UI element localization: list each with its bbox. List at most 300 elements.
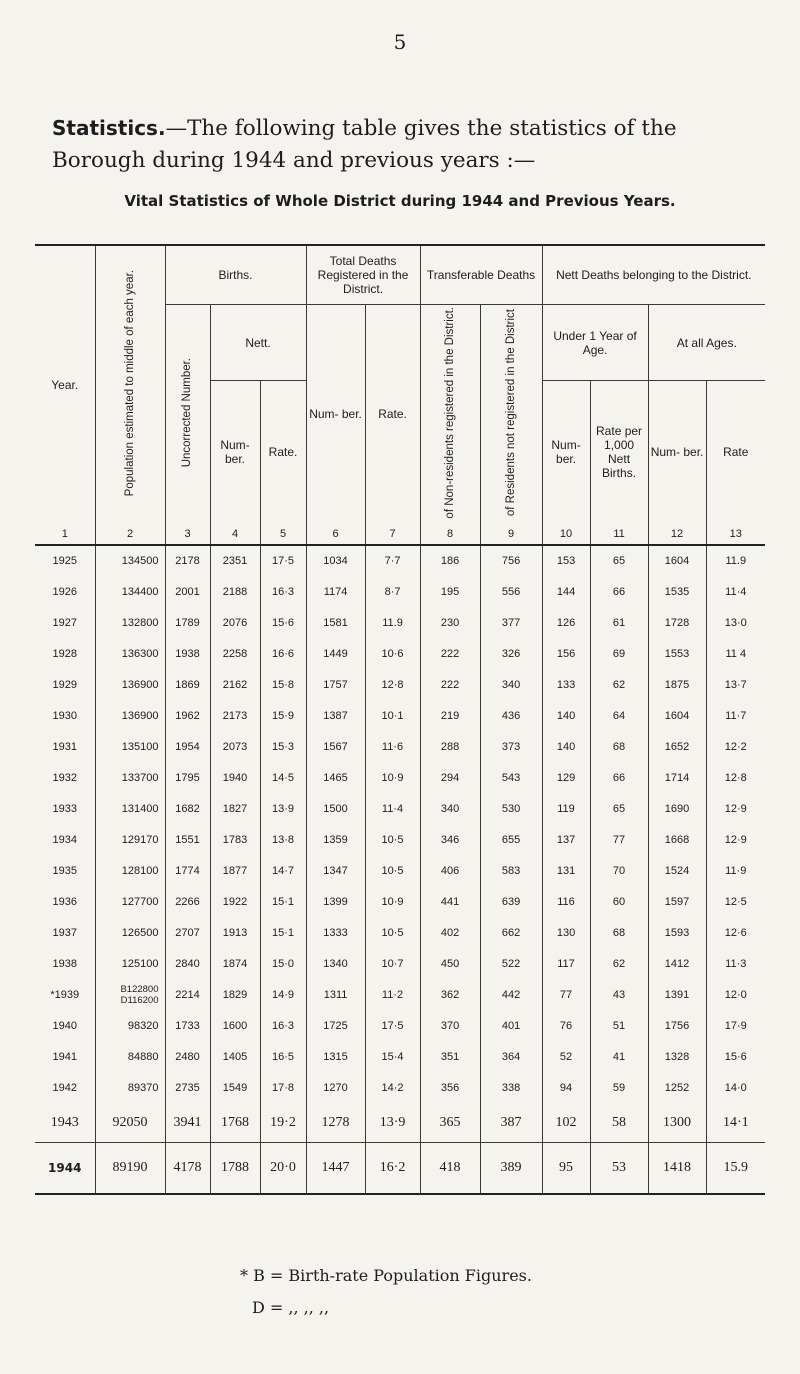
cell-nett-rate: 14·5: [260, 763, 306, 794]
header-non-residents-text: of Non-residents registered in the District.: [443, 307, 456, 519]
cell-residents-not: 655: [480, 825, 542, 856]
cell-under1-rate: 58: [590, 1104, 648, 1143]
cell-under1-rate: 59: [590, 1073, 648, 1104]
cell-non-residents: 450: [420, 949, 480, 980]
cell-uncorrected: 1962: [165, 701, 210, 732]
cell-under1-rate: 60: [590, 887, 648, 918]
cell-deaths-number: 1034: [306, 545, 365, 577]
cell-all-rate: 11·4: [706, 577, 765, 608]
cell-deaths-rate: 10·5: [365, 825, 420, 856]
cell-deaths-rate: 10·1: [365, 701, 420, 732]
cell-non-residents: 230: [420, 608, 480, 639]
cell-non-residents: 406: [420, 856, 480, 887]
cell-residents-not: 436: [480, 701, 542, 732]
vital-statistics-table: [35, 244, 765, 1195]
cell-nett-rate: 15·6: [260, 608, 306, 639]
cell-all-number: 1668: [648, 825, 706, 856]
cell-year: 1931: [35, 732, 95, 763]
cell-deaths-rate: 10·5: [365, 856, 420, 887]
cell-deaths-number: 1500: [306, 794, 365, 825]
cell-nett-rate: 15·1: [260, 918, 306, 949]
cell-all-number: 1524: [648, 856, 706, 887]
cell-under1-rate: 66: [590, 763, 648, 794]
cell-under1-number: 131: [542, 856, 590, 887]
table-row: [35, 763, 765, 794]
cell-all-number: 1875: [648, 670, 706, 701]
cell-all-number: 1391: [648, 980, 706, 1011]
cell-deaths-rate: 10·6: [365, 639, 420, 670]
cell-nett-rate: 14·7: [260, 856, 306, 887]
table-row: [35, 825, 765, 856]
cell-deaths-number: 1359: [306, 825, 365, 856]
cell-nett-number: 1827: [210, 794, 260, 825]
header-residents-not-text: of Residents not registered in the District: [504, 309, 517, 517]
cell-uncorrected: 1551: [165, 825, 210, 856]
cell-deaths-rate: 11·4: [365, 794, 420, 825]
cell-all-number: 1652: [648, 732, 706, 763]
table-row: [35, 918, 765, 949]
header-total-rate: Rate.: [365, 305, 420, 524]
col-number: 1: [35, 524, 95, 545]
cell-deaths-rate: 10·5: [365, 918, 420, 949]
cell-all-rate: 11·9: [706, 856, 765, 887]
cell-non-residents: 222: [420, 670, 480, 701]
cell-nett-number: 2073: [210, 732, 260, 763]
cell-nett-number: 1940: [210, 763, 260, 794]
cell-nett-rate: 19·2: [260, 1104, 306, 1143]
cell-under1-rate: 69: [590, 639, 648, 670]
cell-all-number: 1756: [648, 1011, 706, 1042]
cell-nett-number: 1768: [210, 1104, 260, 1143]
header-transferable: Transferable Deaths: [420, 245, 542, 305]
cell-nett-number: 2076: [210, 608, 260, 639]
cell-uncorrected: 2001: [165, 577, 210, 608]
cell-population: 134500: [95, 545, 165, 577]
header-total-number: Num- ber.: [306, 305, 365, 524]
cell-population: 136900: [95, 670, 165, 701]
cell-population: 127700: [95, 887, 165, 918]
cell-non-residents: 356: [420, 1073, 480, 1104]
cell-uncorrected: 3941: [165, 1104, 210, 1143]
cell-population-death: D116200: [120, 995, 159, 1007]
cell-all-rate: 11·3: [706, 949, 765, 980]
cell-all-number: 1714: [648, 763, 706, 794]
cell-population: 133700: [95, 763, 165, 794]
cell-deaths-number: 1347: [306, 856, 365, 887]
cell-residents-not: 340: [480, 670, 542, 701]
cell-all-rate: 12·5: [706, 887, 765, 918]
cell-all-number: 1535: [648, 577, 706, 608]
cell-nett-rate: 15·0: [260, 949, 306, 980]
cell-deaths-rate: 7·7: [365, 545, 420, 577]
cell-under1-rate: 68: [590, 918, 648, 949]
cell-nett-number: 2351: [210, 545, 260, 577]
header-under1: Under 1 Year of Age.: [542, 305, 648, 381]
cell-all-rate: 12·9: [706, 794, 765, 825]
cell-uncorrected: 1954: [165, 732, 210, 763]
cell-under1-rate: 70: [590, 856, 648, 887]
cell-all-rate: 13·7: [706, 670, 765, 701]
cell-under1-rate: 53: [590, 1142, 648, 1194]
cell-under1-rate: 62: [590, 670, 648, 701]
header-year: Year.: [35, 245, 95, 524]
intro-text: —The following table gives the statistics of the Borough during 1944 and previous years :—: [52, 116, 677, 173]
cell-deaths-number: 1399: [306, 887, 365, 918]
cell-deaths-number: 1278: [306, 1104, 365, 1143]
cell-nett-rate: 17·5: [260, 545, 306, 577]
cell-uncorrected: 1869: [165, 670, 210, 701]
cell-all-number: 1593: [648, 918, 706, 949]
table-row: [35, 701, 765, 732]
header-population-text: Population estimated to middle of each year.: [123, 270, 136, 497]
col-number: 8: [420, 524, 480, 545]
cell-uncorrected: 2178: [165, 545, 210, 577]
cell-year: 1928: [35, 639, 95, 670]
col-number: 5: [260, 524, 306, 545]
cell-all-number: 1300: [648, 1104, 706, 1143]
cell-deaths-rate: 11·6: [365, 732, 420, 763]
table-title: Vital Statistics of Whole District during 1944 and Previous Years.: [124, 192, 676, 210]
cell-population: 134400: [95, 577, 165, 608]
cell-uncorrected: 1938: [165, 639, 210, 670]
cell-all-rate: 11.9: [706, 545, 765, 577]
cell-non-residents: 365: [420, 1104, 480, 1143]
cell-deaths-rate: 15·4: [365, 1042, 420, 1073]
cell-under1-number: 102: [542, 1104, 590, 1143]
cell-under1-number: 156: [542, 639, 590, 670]
cell-all-number: 1604: [648, 545, 706, 577]
cell-nett-number: 1788: [210, 1142, 260, 1194]
footnotes: [240, 1260, 532, 1324]
cell-nett-rate: 16·3: [260, 577, 306, 608]
header-non-residents: [420, 305, 480, 524]
cell-residents-not: 639: [480, 887, 542, 918]
cell-residents-not: 373: [480, 732, 542, 763]
cell-under1-number: 94: [542, 1073, 590, 1104]
cell-under1-rate: 66: [590, 577, 648, 608]
cell-non-residents: 222: [420, 639, 480, 670]
cell-all-rate: 15.9: [706, 1142, 765, 1194]
table-row: [35, 577, 765, 608]
header-births: Births.: [165, 245, 306, 305]
cell-all-number: 1690: [648, 794, 706, 825]
cell-non-residents: 294: [420, 763, 480, 794]
header-nett-number: Num- ber.: [210, 381, 260, 524]
cell-uncorrected: 2480: [165, 1042, 210, 1073]
cell-under1-number: 153: [542, 545, 590, 577]
cell-residents-not: 662: [480, 918, 542, 949]
cell-all-number: 1412: [648, 949, 706, 980]
cell-residents-not: 530: [480, 794, 542, 825]
cell-deaths-number: 1311: [306, 980, 365, 1011]
table-row: [35, 639, 765, 670]
table-row: [35, 1042, 765, 1073]
cell-under1-rate: 64: [590, 701, 648, 732]
cell-deaths-rate: 13·9: [365, 1104, 420, 1143]
cell-deaths-rate: 14·2: [365, 1073, 420, 1104]
cell-uncorrected: 2214: [165, 980, 210, 1011]
cell-year: 1941: [35, 1042, 95, 1073]
cell-residents-not: 543: [480, 763, 542, 794]
header-population: [95, 245, 165, 524]
cell-uncorrected: 1774: [165, 856, 210, 887]
cell-population: 135100: [95, 732, 165, 763]
table-body: [35, 545, 765, 1194]
header-all-rate: Rate: [706, 381, 765, 524]
cell-residents-not: 387: [480, 1104, 542, 1143]
cell-year: 1934: [35, 825, 95, 856]
cell-deaths-number: 1333: [306, 918, 365, 949]
cell-all-rate: 12·0: [706, 980, 765, 1011]
table-row: [35, 1073, 765, 1104]
cell-deaths-rate: 8·7: [365, 577, 420, 608]
cell-under1-number: 52: [542, 1042, 590, 1073]
cell-all-number: 1604: [648, 701, 706, 732]
cell-under1-number: 140: [542, 701, 590, 732]
cell-deaths-rate: 10·9: [365, 887, 420, 918]
cell-population-birth: B122800: [120, 984, 159, 996]
cell-uncorrected: 1682: [165, 794, 210, 825]
cell-under1-rate: 62: [590, 949, 648, 980]
cell-under1-number: 117: [542, 949, 590, 980]
table-row: [35, 1011, 765, 1042]
cell-uncorrected: 4178: [165, 1142, 210, 1194]
cell-all-rate: 13·0: [706, 608, 765, 639]
cell-residents-not: 326: [480, 639, 542, 670]
cell-year: 1926: [35, 577, 95, 608]
cell-uncorrected: 1733: [165, 1011, 210, 1042]
cell-all-rate: 12·9: [706, 825, 765, 856]
cell-uncorrected: 2707: [165, 918, 210, 949]
cell-deaths-number: 1465: [306, 763, 365, 794]
header-all-ages: At all Ages.: [648, 305, 765, 381]
cell-uncorrected: 2840: [165, 949, 210, 980]
cell-population: 98320: [95, 1011, 165, 1042]
header-total-deaths: Total Deaths Registered in the District.: [306, 245, 420, 305]
cell-deaths-number: 1567: [306, 732, 365, 763]
cell-all-rate: 14·1: [706, 1104, 765, 1143]
cell-population: 126500: [95, 918, 165, 949]
table-row-1943: [35, 1104, 765, 1143]
header-uncorrected-text: Uncorrected Number.: [181, 358, 193, 468]
cell-residents-not: 338: [480, 1073, 542, 1104]
cell-population: 136900: [95, 701, 165, 732]
cell-deaths-rate: 11·2: [365, 980, 420, 1011]
cell-population: [95, 980, 165, 1011]
cell-deaths-rate: 12·8: [365, 670, 420, 701]
cell-under1-rate: 51: [590, 1011, 648, 1042]
cell-all-number: 1728: [648, 608, 706, 639]
cell-non-residents: 346: [420, 825, 480, 856]
cell-under1-rate: 61: [590, 608, 648, 639]
table-row: [35, 949, 765, 980]
header-under1-number: Num- ber.: [542, 381, 590, 524]
cell-under1-number: 95: [542, 1142, 590, 1194]
cell-non-residents: 362: [420, 980, 480, 1011]
col-number: 4: [210, 524, 260, 545]
table-row: [35, 856, 765, 887]
cell-year: 1927: [35, 608, 95, 639]
cell-residents-not: 583: [480, 856, 542, 887]
cell-deaths-number: 1447: [306, 1142, 365, 1194]
cell-residents-not: 401: [480, 1011, 542, 1042]
cell-population: 125100: [95, 949, 165, 980]
col-number: 12: [648, 524, 706, 545]
table-row-1939: [35, 980, 765, 1011]
cell-nett-number: 1922: [210, 887, 260, 918]
cell-deaths-number: 1757: [306, 670, 365, 701]
cell-all-rate: 12·6: [706, 918, 765, 949]
cell-deaths-rate: 16·2: [365, 1142, 420, 1194]
col-number: 13: [706, 524, 765, 545]
cell-year: 1937: [35, 918, 95, 949]
cell-deaths-number: 1270: [306, 1073, 365, 1104]
cell-population: 129170: [95, 825, 165, 856]
cell-nett-number: 2258: [210, 639, 260, 670]
cell-nett-rate: 13·9: [260, 794, 306, 825]
cell-under1-rate: 68: [590, 732, 648, 763]
cell-all-rate: 11 4: [706, 639, 765, 670]
cell-residents-not: 756: [480, 545, 542, 577]
cell-nett-number: 1600: [210, 1011, 260, 1042]
cell-deaths-number: 1387: [306, 701, 365, 732]
cell-population: 89190: [95, 1142, 165, 1194]
col-number: 3: [165, 524, 210, 545]
cell-year: 1929: [35, 670, 95, 701]
footnote-death: D = ,, ,, ,,: [252, 1298, 330, 1317]
cell-uncorrected: 1795: [165, 763, 210, 794]
cell-under1-number: 140: [542, 732, 590, 763]
cell-nett-number: 2173: [210, 701, 260, 732]
cell-all-number: 1553: [648, 639, 706, 670]
cell-nett-rate: 17·8: [260, 1073, 306, 1104]
header-residents-not: [480, 305, 542, 524]
cell-year: 1932: [35, 763, 95, 794]
cell-nett-number: 1913: [210, 918, 260, 949]
cell-year: 1944: [35, 1142, 95, 1194]
cell-population: 84880: [95, 1042, 165, 1073]
cell-under1-number: 119: [542, 794, 590, 825]
cell-deaths-rate: 17·5: [365, 1011, 420, 1042]
cell-uncorrected: 2266: [165, 887, 210, 918]
table-row-1944: [35, 1142, 765, 1194]
table-row: [35, 794, 765, 825]
cell-all-number: 1328: [648, 1042, 706, 1073]
cell-nett-number: 1829: [210, 980, 260, 1011]
cell-under1-rate: 65: [590, 545, 648, 577]
cell-all-rate: 12·2: [706, 732, 765, 763]
table-row: [35, 608, 765, 639]
cell-year: 1930: [35, 701, 95, 732]
col-number: 9: [480, 524, 542, 545]
cell-all-number: 1252: [648, 1073, 706, 1104]
cell-non-residents: 441: [420, 887, 480, 918]
cell-nett-rate: 15·8: [260, 670, 306, 701]
cell-nett-number: 1783: [210, 825, 260, 856]
cell-nett-rate: 13·8: [260, 825, 306, 856]
cell-residents-not: 389: [480, 1142, 542, 1194]
cell-nett-rate: 20·0: [260, 1142, 306, 1194]
cell-non-residents: 370: [420, 1011, 480, 1042]
cell-under1-rate: 41: [590, 1042, 648, 1073]
footnote-birth: * B = Birth-rate Population Figures.: [240, 1266, 532, 1285]
cell-population: 131400: [95, 794, 165, 825]
cell-nett-number: 2162: [210, 670, 260, 701]
cell-nett-number: 2188: [210, 577, 260, 608]
cell-population: 136300: [95, 639, 165, 670]
cell-year: 1925: [35, 545, 95, 577]
col-number: 2: [95, 524, 165, 545]
cell-deaths-number: 1315: [306, 1042, 365, 1073]
cell-nett-number: 1874: [210, 949, 260, 980]
cell-all-number: 1418: [648, 1142, 706, 1194]
cell-year: 1933: [35, 794, 95, 825]
cell-all-number: 1597: [648, 887, 706, 918]
cell-nett-number: 1549: [210, 1073, 260, 1104]
cell-uncorrected: 2735: [165, 1073, 210, 1104]
header-uncorrected: [165, 305, 210, 524]
cell-population: 89370: [95, 1073, 165, 1104]
cell-deaths-number: 1449: [306, 639, 365, 670]
cell-nett-rate: 16·5: [260, 1042, 306, 1073]
cell-non-residents: 402: [420, 918, 480, 949]
header-nett-deaths: Nett Deaths belonging to the District.: [542, 245, 765, 305]
cell-deaths-number: 1340: [306, 949, 365, 980]
cell-under1-number: 77: [542, 980, 590, 1011]
cell-non-residents: 219: [420, 701, 480, 732]
cell-nett-rate: 16·3: [260, 1011, 306, 1042]
cell-under1-number: 130: [542, 918, 590, 949]
cell-year: 1935: [35, 856, 95, 887]
cell-all-rate: 11·7: [706, 701, 765, 732]
table-row: [35, 545, 765, 577]
cell-deaths-number: 1725: [306, 1011, 365, 1042]
cell-all-rate: 12·8: [706, 763, 765, 794]
cell-non-residents: 195: [420, 577, 480, 608]
cell-nett-rate: 15·9: [260, 701, 306, 732]
intro-lead: Statistics.: [52, 116, 166, 140]
table-header: [35, 245, 765, 545]
cell-under1-number: 144: [542, 577, 590, 608]
cell-non-residents: 418: [420, 1142, 480, 1194]
cell-all-rate: 15·6: [706, 1042, 765, 1073]
cell-nett-rate: 14·9: [260, 980, 306, 1011]
col-number: 10: [542, 524, 590, 545]
cell-nett-number: 1877: [210, 856, 260, 887]
cell-deaths-number: 1174: [306, 577, 365, 608]
table-row: [35, 732, 765, 763]
cell-deaths-rate: 10·9: [365, 763, 420, 794]
cell-deaths-number: 1581: [306, 608, 365, 639]
cell-year: 1938: [35, 949, 95, 980]
cell-nett-rate: 15·3: [260, 732, 306, 763]
cell-under1-rate: 77: [590, 825, 648, 856]
col-number: 7: [365, 524, 420, 545]
cell-under1-number: 116: [542, 887, 590, 918]
cell-under1-rate: 65: [590, 794, 648, 825]
header-nett-rate: Rate.: [260, 381, 306, 524]
cell-residents-not: 522: [480, 949, 542, 980]
cell-residents-not: 364: [480, 1042, 542, 1073]
cell-year: 1943: [35, 1104, 95, 1143]
header-under1-rate: Rate per 1,000 Nett Births.: [590, 381, 648, 524]
table-row: [35, 670, 765, 701]
cell-population: 92050: [95, 1104, 165, 1143]
cell-under1-rate: 43: [590, 980, 648, 1011]
intro-paragraph: [52, 112, 752, 177]
cell-all-rate: 14·0: [706, 1073, 765, 1104]
cell-uncorrected: 1789: [165, 608, 210, 639]
